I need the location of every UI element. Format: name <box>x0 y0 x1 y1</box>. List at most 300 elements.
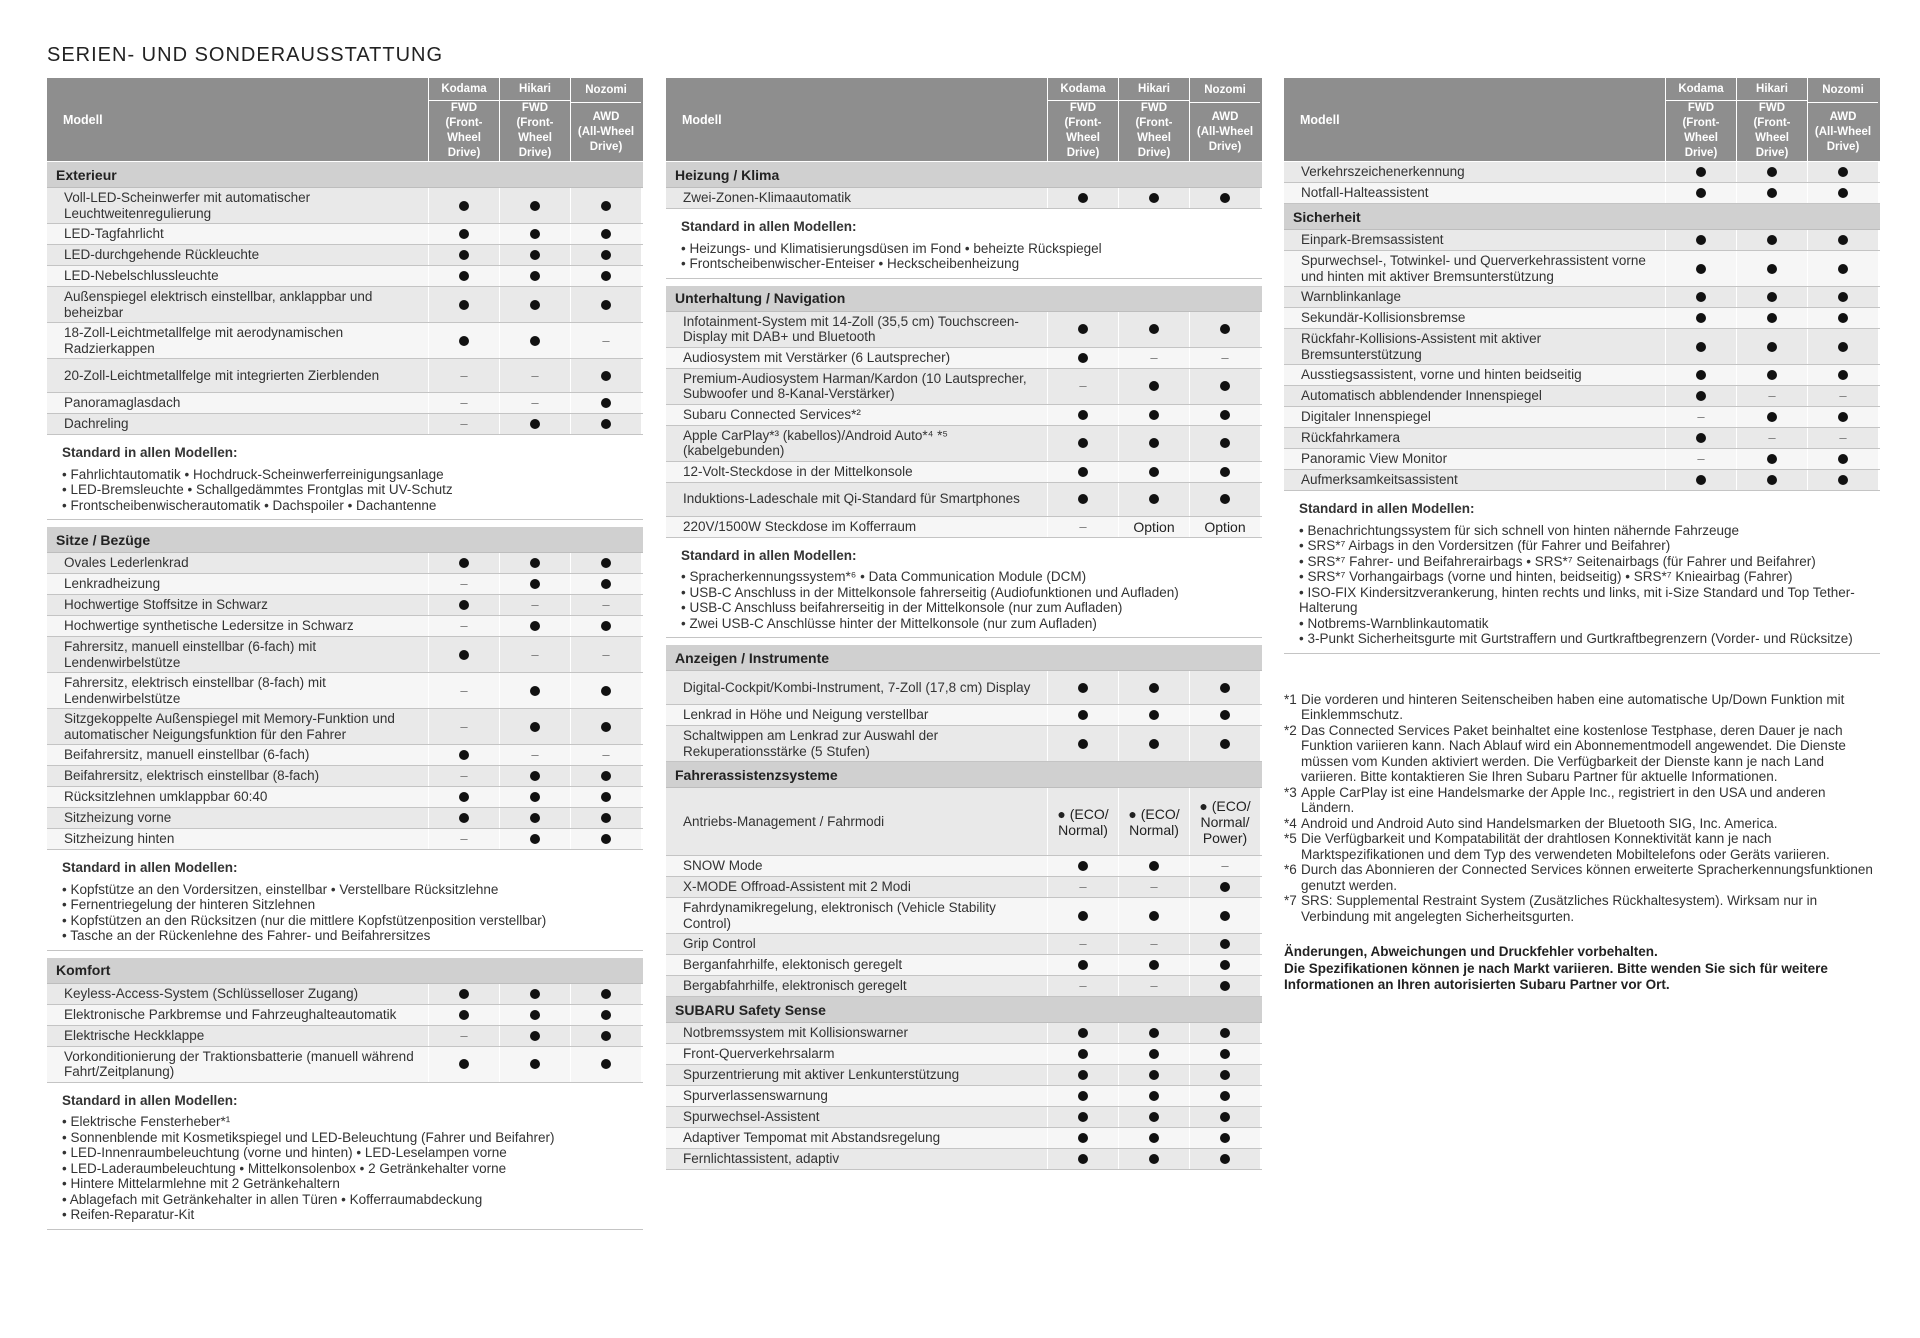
table-row <box>47 709 643 745</box>
header-model-label: Modell <box>1300 112 1340 127</box>
dot-icon <box>1767 313 1777 323</box>
standard-dot <box>1047 188 1118 208</box>
standard-title: Standard in allen Modellen: <box>62 445 238 460</box>
table-row <box>1284 287 1880 308</box>
feature-label: Hochwertige Stoffsitze in Schwarz <box>47 595 428 615</box>
header-model-label: Modell <box>682 112 722 127</box>
standard-dot <box>499 574 570 594</box>
standard-item: • Elektrische Fensterheber*¹ <box>62 1114 231 1129</box>
footnote-text: Das Connected Services Paket beinhaltet eine kostenlose Testphase, deren Dauer je nach Funktion variieren kann. Nach Ablauf wird ein Abonnementmodell angewendet. Die Dienste müssen vom Kunden aktiviert werden. Die Verfügbarkeit der Dienste kann je nach Land variieren. Bitte kontaktieren Sie Ihren Subaru Partner für aktuelle Informationen. <box>1301 722 1846 784</box>
footnote-text: Die vorderen und hinteren Seitenscheiben haben eine automatische Up/Down Funktion mit Einklemmschutz. <box>1301 691 1845 722</box>
disclaimer-line: Die Spezifikationen können je nach Markt variieren. Bitte wenden Sie sich für weitere Informationen an Ihren autorisierten Subaru Partner vor Ort. <box>1284 960 1828 992</box>
dot-icon <box>601 398 611 408</box>
standard-dot <box>1047 955 1118 975</box>
not-available-mark: – <box>428 359 499 392</box>
dot-icon <box>1149 324 1159 334</box>
not-available-mark: – <box>1047 934 1118 954</box>
table-row <box>47 595 643 616</box>
dot-icon <box>1767 370 1777 380</box>
standard-dot <box>1189 934 1260 954</box>
standard-dot <box>1665 329 1736 364</box>
dot-icon <box>601 834 611 844</box>
standard-dot <box>428 245 499 265</box>
dot-icon <box>1767 454 1777 464</box>
dot-icon <box>601 250 611 260</box>
dot-icon <box>1838 342 1848 352</box>
standard-dot <box>1189 1023 1260 1043</box>
standard-dot <box>570 266 641 286</box>
standard-dot <box>499 414 570 434</box>
footnote <box>1284 893 1880 924</box>
standard-dot <box>1736 230 1807 250</box>
footnote-mark: *1 <box>1284 691 1297 707</box>
standard-dot <box>428 266 499 286</box>
standard-item: • SRS*⁷ Airbags in den Vordersitzen (für Fahrer und Beifahrer) <box>1299 538 1671 553</box>
table-row <box>666 788 1262 856</box>
feature-label: Spurwechsel-, Totwinkel- und Querverkehrassistent vorne und hinten mit aktiver Bremsunterstützung <box>1284 251 1665 286</box>
footnote-mark: *4 <box>1284 815 1297 831</box>
standard-dot <box>1736 287 1807 307</box>
standard-dot <box>1118 426 1189 461</box>
variant-drive-line: AWD <box>1211 110 1239 123</box>
feature-label: Hochwertige synthetische Ledersitze in Schwarz <box>47 616 428 636</box>
standard-dot <box>1736 308 1807 328</box>
variant-drive <box>500 101 570 161</box>
standard-dot <box>570 616 641 636</box>
footnote <box>1284 785 1880 816</box>
feature-label: Voll-LED-Scheinwerfer mit automatischer Leuchtweitenregulierung <box>47 188 428 223</box>
dot-icon <box>1078 710 1088 720</box>
standard-dot <box>1189 483 1260 516</box>
dot-icon <box>530 201 540 211</box>
table-row <box>666 705 1262 726</box>
dot-icon <box>1078 1133 1088 1143</box>
standard-dot <box>1189 312 1260 347</box>
not-available-mark: – <box>428 829 499 849</box>
standard-dot <box>570 673 641 708</box>
dot-icon <box>1838 167 1848 177</box>
standard-dot <box>499 766 570 786</box>
feature-label: Grip Control <box>666 934 1047 954</box>
standard-dot <box>1047 1044 1118 1064</box>
standard-dot <box>1047 1107 1118 1127</box>
not-available-mark: – <box>499 595 570 615</box>
dot-icon <box>1696 391 1706 401</box>
dot-icon <box>1149 1112 1159 1122</box>
dot-icon <box>1149 1070 1159 1080</box>
standard-dot <box>1047 856 1118 876</box>
standard-dot <box>1189 1149 1260 1169</box>
dot-icon <box>1078 324 1088 334</box>
spec-column-2 <box>666 78 1262 1170</box>
feature-label: Beifahrersitz, manuell einstellbar (6-fach) <box>47 745 428 765</box>
standard-dot <box>1118 955 1189 975</box>
table-row <box>666 369 1262 405</box>
table-row <box>1284 308 1880 329</box>
feature-label: Rückfahrkamera <box>1284 428 1665 448</box>
not-available-mark: – <box>1047 369 1118 404</box>
spec-column-3-body <box>1284 78 1880 654</box>
feature-label: Verkehrszeichenerkennung <box>1284 162 1665 182</box>
standard-dot <box>428 323 499 358</box>
dot-icon <box>1767 235 1777 245</box>
standard-dot <box>1118 1023 1189 1043</box>
table-row <box>47 393 643 414</box>
dot-icon <box>459 336 469 346</box>
dot-icon <box>1149 1154 1159 1164</box>
footnote-text: Android und Android Auto sind Handelsmarken der Bluetooth SIG, Inc. America. <box>1301 815 1778 831</box>
feature-label: Spurverlassenswarnung <box>666 1086 1047 1106</box>
footnote-text: Apple CarPlay ist eine Handelsmarke der Apple Inc., registriert in den USA und anderen Ländern. <box>1301 784 1826 815</box>
standard-dot <box>1736 365 1807 385</box>
dot-icon <box>1149 960 1159 970</box>
header-model-label: Modell <box>63 112 103 127</box>
standard-dot <box>1118 312 1189 347</box>
variant-drive-line: (Front-Wheel <box>445 117 483 144</box>
standard-equipment-box <box>666 209 1262 279</box>
dot-icon <box>459 1010 469 1020</box>
standard-item: • 3-Punkt Sicherheitsgurte mit Gurtstraffern und Gurtkraftbegrenzern (Vorder- und Rücksitze) <box>1299 631 1853 646</box>
table-row <box>47 245 643 266</box>
standard-dot <box>1047 483 1118 516</box>
dot-icon <box>1838 313 1848 323</box>
table-row <box>666 898 1262 934</box>
standard-item: • SRS*⁷ Vorhangairbags (vorne und hinten, beidseitig) • SRS*⁷ Knieairbag (Fahrer) <box>1299 569 1793 584</box>
standard-dot <box>1665 308 1736 328</box>
standard-dot <box>1665 287 1736 307</box>
standard-dot <box>570 1047 641 1082</box>
variant-drive-line: FWD <box>1140 102 1168 114</box>
dot-icon <box>1220 882 1230 892</box>
standard-dot <box>1189 1128 1260 1148</box>
dot-icon <box>530 579 540 589</box>
footnote-mark: *7 <box>1284 893 1297 908</box>
standard-dot <box>1189 898 1260 933</box>
section-header: SUBARU Safety Sense <box>666 997 1262 1023</box>
feature-label: Adaptiver Tempomat mit Abstandsregelung <box>666 1128 1047 1148</box>
dot-icon <box>1149 193 1159 203</box>
standard-dot <box>428 745 499 765</box>
variant-name: Hikari <box>1119 78 1189 101</box>
header-variant-2 <box>570 78 641 161</box>
table-row <box>666 877 1262 898</box>
dot-icon <box>459 250 469 260</box>
spec-column-3 <box>1284 78 1880 994</box>
dot-icon <box>1838 188 1848 198</box>
standard-dot <box>1665 386 1736 406</box>
dot-icon <box>601 989 611 999</box>
standard-dot <box>1189 426 1260 461</box>
standard-title: Standard in allen Modellen: <box>1299 501 1475 516</box>
standard-item: • SRS*⁷ Fahrer- und Beifahrerairbags • SRS*⁷ Seitenairbags (für Fahrer und Beifahrer) <box>1299 553 1816 569</box>
standard-dot <box>1665 365 1736 385</box>
dot-icon <box>1149 494 1159 504</box>
standard-dot <box>499 787 570 807</box>
page-title: SERIEN- UND SONDERAUSSTATTUNG <box>47 44 444 66</box>
variant-drive-line: (Front-Wheel <box>1135 117 1173 144</box>
variant-drive <box>429 101 499 161</box>
dot-icon <box>1078 353 1088 363</box>
dot-icon <box>1149 683 1159 693</box>
availability-cell: Option <box>1118 517 1189 537</box>
dot-icon <box>601 771 611 781</box>
dot-icon <box>1078 861 1088 871</box>
standard-dot <box>1189 405 1260 425</box>
standard-item: • ISO-FIX Kindersitzverankerung, hinten rechts und links, mit i-Size Standard und Top Tether-Halterung <box>1299 584 1855 615</box>
section-header: Sitze / Bezüge <box>47 527 643 553</box>
feature-label: Digitaler Innenspiegel <box>1284 407 1665 427</box>
standard-item: • Sonnenblende mit Kosmetikspiegel und LED-Beleuchtung (Fahrer und Beifahrer) <box>62 1129 555 1145</box>
standard-dot <box>1047 405 1118 425</box>
dot-icon <box>601 229 611 239</box>
not-available-mark: – <box>499 637 570 672</box>
dot-icon <box>459 1059 469 1069</box>
feature-label: Rücksitzlehnen umklappbar 60:40 <box>47 787 428 807</box>
standard-dot <box>1189 705 1260 725</box>
feature-label: 220V/1500W Steckdose im Kofferraum <box>666 517 1047 537</box>
not-available-mark: – <box>1189 856 1260 876</box>
section-header: Fahrerassistenzsysteme <box>666 762 1262 788</box>
feature-label: Sitzheizung hinten <box>47 829 428 849</box>
table-row <box>666 976 1262 997</box>
section-header: Exterieur <box>47 162 643 188</box>
standard-dot <box>499 984 570 1004</box>
table-row <box>666 348 1262 369</box>
dot-icon <box>1149 1049 1159 1059</box>
dot-icon <box>601 300 611 310</box>
standard-title: Standard in allen Modellen: <box>681 547 857 563</box>
standard-dot <box>1189 726 1260 761</box>
variant-drive-line: Drive) <box>1826 140 1860 153</box>
standard-dot <box>1189 462 1260 482</box>
dot-icon <box>1696 235 1706 245</box>
not-available-mark: – <box>428 616 499 636</box>
dot-icon <box>1149 467 1159 477</box>
standard-equipment-box <box>47 435 643 520</box>
standard-item: • Notbrems-Warnblinkautomatik <box>1299 615 1489 631</box>
standard-item: • LED-Laderaumbeleuchtung • Mittelkonsolenbox • 2 Getränkehalter vorne <box>62 1160 507 1176</box>
dot-icon <box>1149 1133 1159 1143</box>
not-available-mark: – <box>1665 407 1736 427</box>
feature-label: Notfall-Halteassistent <box>1284 183 1665 203</box>
standard-dot <box>1736 162 1807 182</box>
variant-name: Kodama <box>1048 78 1118 101</box>
footnote <box>1284 816 1880 832</box>
standard-dot <box>499 188 570 223</box>
standard-dot <box>499 1026 570 1046</box>
standard-dot <box>428 188 499 223</box>
variant-drive <box>1048 101 1118 161</box>
dot-icon <box>1078 960 1088 970</box>
dot-icon <box>1767 412 1777 422</box>
dot-icon <box>1696 313 1706 323</box>
dot-icon <box>1078 438 1088 448</box>
dot-icon <box>1149 1091 1159 1101</box>
dot-icon <box>530 1010 540 1020</box>
standard-dot <box>570 359 641 392</box>
variant-drive <box>1119 101 1189 161</box>
not-available-mark: – <box>570 637 641 672</box>
dot-icon <box>1696 264 1706 274</box>
availability-cell: ● (ECO/ Normal) <box>1118 788 1189 855</box>
standard-dot <box>1189 1065 1260 1085</box>
standard-dot <box>570 245 641 265</box>
standard-dot <box>1807 162 1878 182</box>
variant-drive-line: Drive) <box>447 147 481 159</box>
standard-dot <box>1807 251 1878 286</box>
dot-icon <box>601 1010 611 1020</box>
standard-dot <box>499 323 570 358</box>
standard-dot <box>1047 1149 1118 1169</box>
standard-dot <box>499 616 570 636</box>
table-row <box>666 934 1262 955</box>
standard-item: • Spracherkennungssystem*⁶ • Data Communication Module (DCM) <box>681 569 1087 584</box>
not-available-mark: – <box>570 745 641 765</box>
section-header: Heizung / Klima <box>666 162 1262 188</box>
dot-icon <box>1149 1028 1159 1038</box>
footnotes <box>1284 692 1880 925</box>
variant-drive-line: (Front-Wheel <box>1682 117 1720 144</box>
variant-drive-line: FWD <box>1687 102 1715 114</box>
standard-dot <box>499 709 570 744</box>
disclaimer-line: Änderungen, Abweichungen und Druckfehler vorbehalten. <box>1284 944 1658 959</box>
standard-item: • Reifen-Reparatur-Kit <box>62 1207 195 1222</box>
standard-dot <box>1118 1086 1189 1106</box>
section-header: Komfort <box>47 958 643 984</box>
standard-dot <box>570 1026 641 1046</box>
standard-item: • Kopfstütze an den Vordersitzen, einstellbar • Verstellbare Rücksitzlehne <box>62 881 499 897</box>
table-row <box>666 483 1262 517</box>
variant-drive <box>1190 103 1260 161</box>
dot-icon <box>530 621 540 631</box>
standard-dot <box>1189 955 1260 975</box>
standard-dot <box>1807 407 1878 427</box>
dot-icon <box>1220 939 1230 949</box>
feature-label: Ovales Lederlenkrad <box>47 553 428 573</box>
table-row <box>1284 407 1880 428</box>
not-available-mark: – <box>428 574 499 594</box>
dot-icon <box>601 792 611 802</box>
table-row <box>47 414 643 435</box>
table-row <box>47 766 643 787</box>
dot-icon <box>1767 167 1777 177</box>
not-available-mark: – <box>1736 428 1807 448</box>
standard-dot <box>428 287 499 322</box>
feature-label: Infotainment-System mit 14-Zoll (35,5 cm) Touchscreen-Display mit DAB+ und Bluetooth <box>666 312 1047 347</box>
standard-dot <box>1807 470 1878 490</box>
variant-drive-line: (Front-Wheel <box>1064 117 1102 144</box>
dot-icon <box>1220 324 1230 334</box>
standard-dot <box>1665 183 1736 203</box>
standard-dot <box>1118 405 1189 425</box>
dot-icon <box>1838 370 1848 380</box>
feature-label: Audiosystem mit Verstärker (6 Lautsprecher) <box>666 348 1047 368</box>
standard-title: Standard in allen Modellen: <box>681 219 857 234</box>
table-row <box>1284 449 1880 470</box>
footnote-text: SRS: Supplemental Restraint System (Zusätzliches Rückhaltesystem). Wirksam nur in Verbindung mit angelegten Sicherheitsgurten. <box>1301 893 1818 924</box>
header-variant-0 <box>1047 78 1118 161</box>
variant-drive-line: AWD <box>592 110 620 123</box>
standard-dot <box>1736 329 1807 364</box>
table-row <box>47 266 643 287</box>
feature-label: Schaltwippen am Lenkrad zur Auswahl der Rekuperationsstärke (5 Stufen) <box>666 726 1047 761</box>
feature-label: Zwei-Zonen-Klimaautomatik <box>666 188 1047 208</box>
dot-icon <box>1767 475 1777 485</box>
header-variant-2 <box>1189 78 1260 161</box>
dot-icon <box>1220 1091 1230 1101</box>
header-variant-0 <box>428 78 499 161</box>
dot-icon <box>530 229 540 239</box>
standard-dot <box>1118 188 1189 208</box>
dot-icon <box>1696 342 1706 352</box>
standard-dot <box>428 808 499 828</box>
footnote-text: Die Verfügbarkeit und Kompatabilität der drahtlosen Konnektivität kann je nach Marktspezifikationen und dem Typ des verwendeten Mobiltelefons oder Geräts variieren. <box>1301 831 1830 862</box>
table-row <box>1284 162 1880 183</box>
standard-dot <box>499 224 570 244</box>
standard-dot <box>1047 705 1118 725</box>
dot-icon <box>1220 193 1230 203</box>
standard-dot <box>1189 1086 1260 1106</box>
feature-label: Fahrersitz, elektrisch einstellbar (8-fach) mit Lendenwirbelstütze <box>47 673 428 708</box>
standard-dot <box>1189 369 1260 404</box>
standard-dot <box>428 984 499 1004</box>
feature-label: Front-Querverkehrsalarm <box>666 1044 1047 1064</box>
standard-dot <box>1807 287 1878 307</box>
standard-dot <box>1807 365 1878 385</box>
feature-label: Dachreling <box>47 414 428 434</box>
standard-dot <box>499 266 570 286</box>
variant-drive-line: FWD <box>521 102 549 114</box>
dot-icon <box>1149 381 1159 391</box>
feature-label: Fahrdynamikregelung, elektronisch (Vehicle Stability Control) <box>666 898 1047 933</box>
table-row <box>47 1026 643 1047</box>
standard-dot <box>570 984 641 1004</box>
section-header: Sicherheit <box>1284 204 1880 230</box>
standard-item: • Benachrichtungssystem für sich schnell von hinten nähernde Fahrzeuge <box>1299 522 1739 538</box>
footnote-mark: *2 <box>1284 722 1297 738</box>
dot-icon <box>1838 235 1848 245</box>
table-row <box>666 405 1262 426</box>
dot-icon <box>601 813 611 823</box>
standard-dot <box>1665 470 1736 490</box>
header-variant-2 <box>1807 78 1878 161</box>
standard-dot <box>1047 426 1118 461</box>
variant-drive-line: FWD <box>450 102 478 114</box>
table-row <box>47 1005 643 1026</box>
standard-equipment-box <box>1284 491 1880 654</box>
table-row <box>47 574 643 595</box>
standard-item: • USB-C Anschluss beifahrerseitig in der Mittelkonsole (nur zum Aufladen) <box>681 600 1123 615</box>
footnote-mark: *6 <box>1284 862 1297 877</box>
variant-name: Kodama <box>1666 78 1736 101</box>
variant-drive-line: (Front-Wheel <box>516 117 554 144</box>
standard-dot <box>499 829 570 849</box>
footnote-mark: *3 <box>1284 784 1297 800</box>
dot-icon <box>1696 292 1706 302</box>
feature-label: 20-Zoll-Leichtmetallfelge mit integrierten Zierblenden <box>47 359 428 392</box>
table-row <box>1284 365 1880 386</box>
dot-icon <box>1149 710 1159 720</box>
table-row <box>47 829 643 850</box>
table-row <box>666 1149 1262 1170</box>
variant-drive-line: (All-Wheel <box>1196 125 1254 138</box>
dot-icon <box>1149 438 1159 448</box>
variant-name: Hikari <box>500 78 570 101</box>
dot-icon <box>530 989 540 999</box>
dot-icon <box>1767 188 1777 198</box>
dot-icon <box>1078 193 1088 203</box>
dot-icon <box>601 371 611 381</box>
